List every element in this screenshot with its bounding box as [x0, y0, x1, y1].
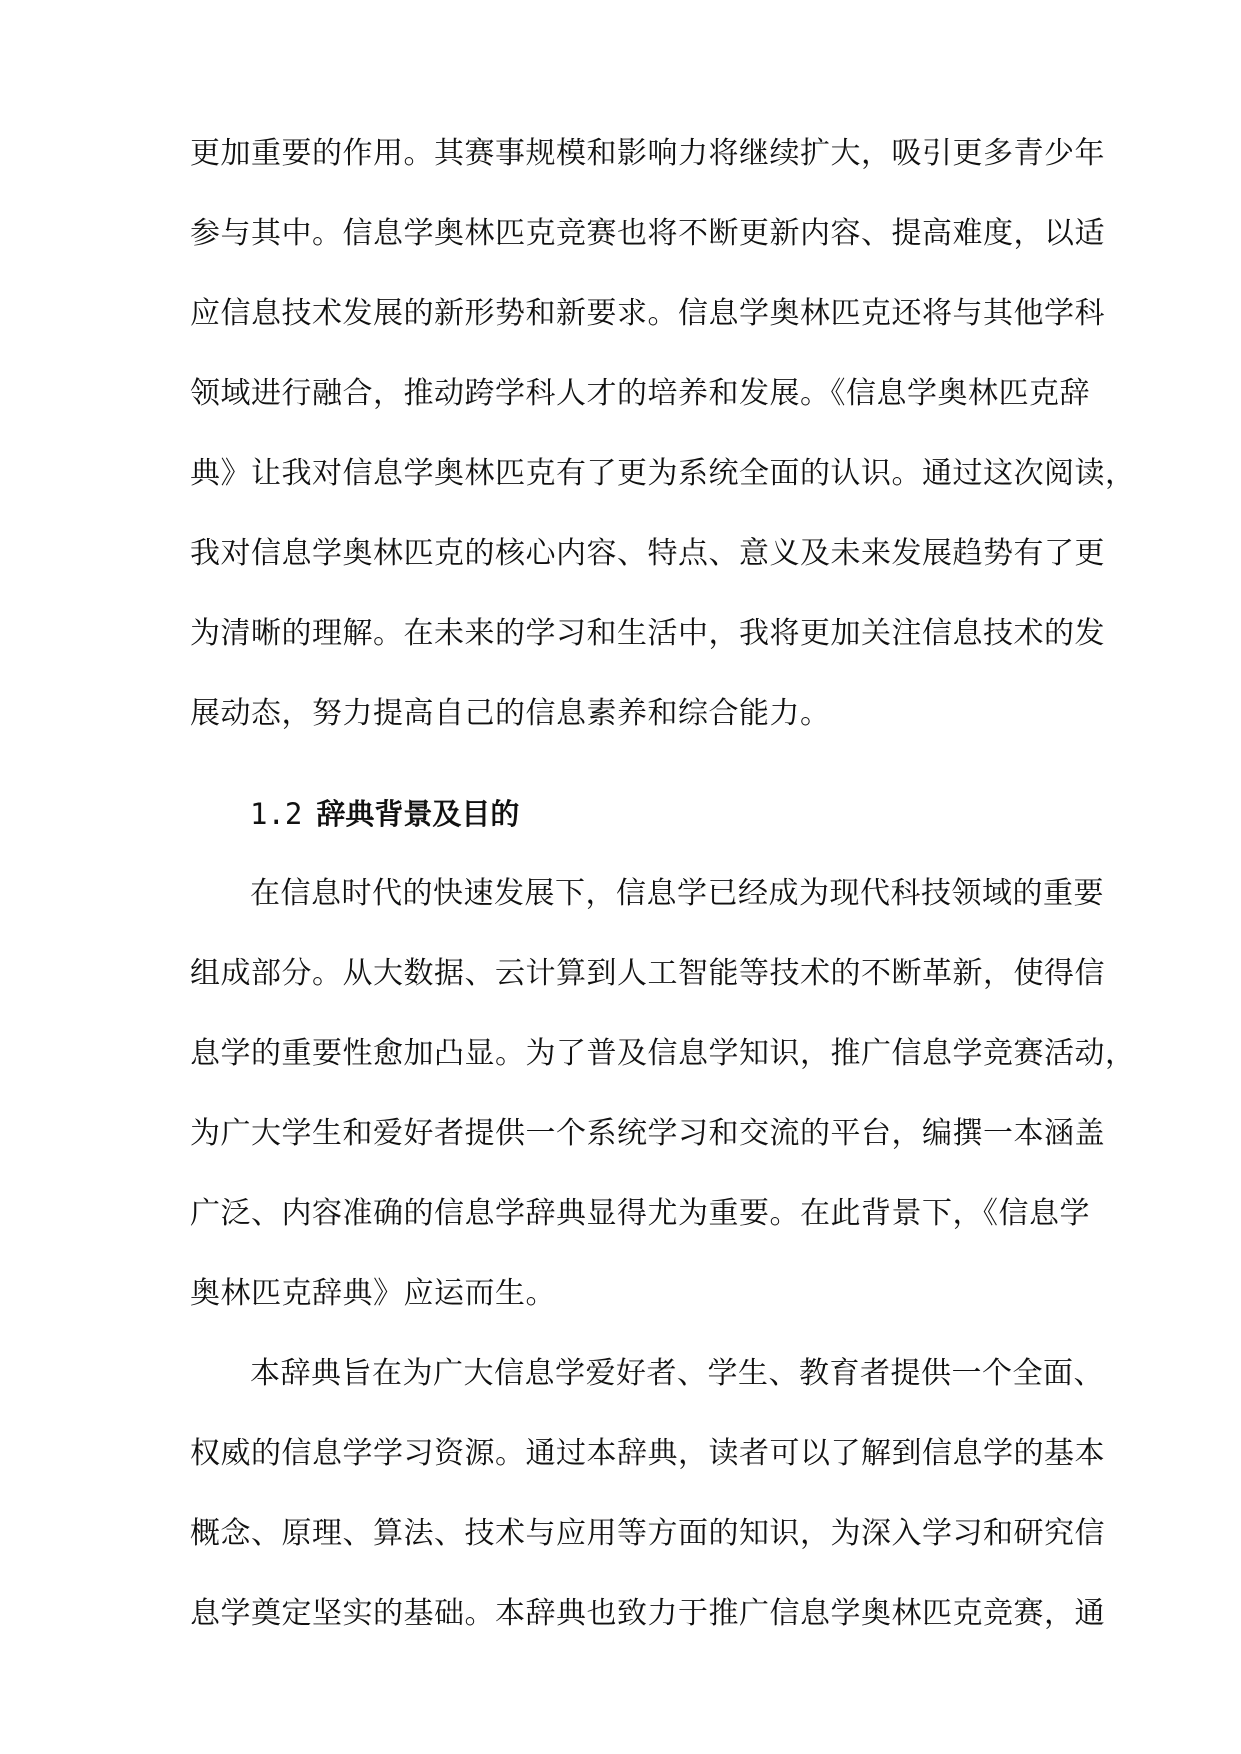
- section-heading: [250, 794, 519, 834]
- paragraph-1-line-4: 领域进行融合，推动跨学科人才的培养和发展。《信息学奥林匹克辞: [190, 376, 1090, 411]
- paragraph-1-line-7: 为清晰的理解。在未来的学习和生活中，我将更加关注信息技术的发: [190, 616, 1105, 651]
- section-number: 1.2: [250, 797, 303, 831]
- paragraph-2-line-1: 在信息时代的快速发展下，信息学已经成为现代科技领域的重要: [250, 876, 1104, 911]
- paragraph-3-line-3: 概念、原理、算法、技术与应用等方面的知识，为深入学习和研究信: [190, 1516, 1105, 1551]
- paragraph-3-line-1: 本辞典旨在为广大信息学爱好者、学生、教育者提供一个全面、: [250, 1356, 1104, 1391]
- paragraph-2-line-2: 组成部分。从大数据、云计算到人工智能等技术的不断革新，使得信: [190, 956, 1105, 991]
- paragraph-1-line-2: 参与其中。信息学奥林匹克竞赛也将不断更新内容、提高难度，以适: [190, 216, 1105, 251]
- paragraph-2-line-4: 为广大学生和爱好者提供一个系统学习和交流的平台，编撰一本涵盖: [190, 1116, 1105, 1151]
- paragraph-1-line-1: 更加重要的作用。其赛事规模和影响力将继续扩大，吸引更多青少年: [190, 136, 1105, 171]
- paragraph-1-line-6: 我对信息学奥林匹克的核心内容、特点、意义及未来发展趋势有了更: [190, 536, 1105, 571]
- paragraph-3-line-2: 权威的信息学学习资源。通过本辞典，读者可以了解到信息学的基本: [190, 1436, 1105, 1471]
- paragraph-2-line-5: 广泛、内容准确的信息学辞典显得尤为重要。在此背景下，《信息学: [190, 1196, 1090, 1231]
- paragraph-2-line-3: 息学的重要性愈加凸显。为了普及信息学知识，推广信息学竞赛活动，: [190, 1036, 1136, 1071]
- paragraph-1-line-3: 应信息技术发展的新形势和新要求。信息学奥林匹克还将与其他学科: [190, 296, 1105, 331]
- paragraph-1-line-8: 展动态，努力提高自己的信息素养和综合能力。: [190, 696, 831, 731]
- paragraph-2-line-6: 奥林匹克辞典》应运而生。: [190, 1276, 556, 1311]
- paragraph-1-line-5: 典》让我对信息学奥林匹克有了更为系统全面的认识。通过这次阅读，: [190, 456, 1136, 491]
- paragraph-3-line-4: 息学奠定坚实的基础。本辞典也致力于推广信息学奥林匹克竞赛，通: [190, 1596, 1105, 1631]
- section-title: 辞典背景及目的: [316, 797, 520, 831]
